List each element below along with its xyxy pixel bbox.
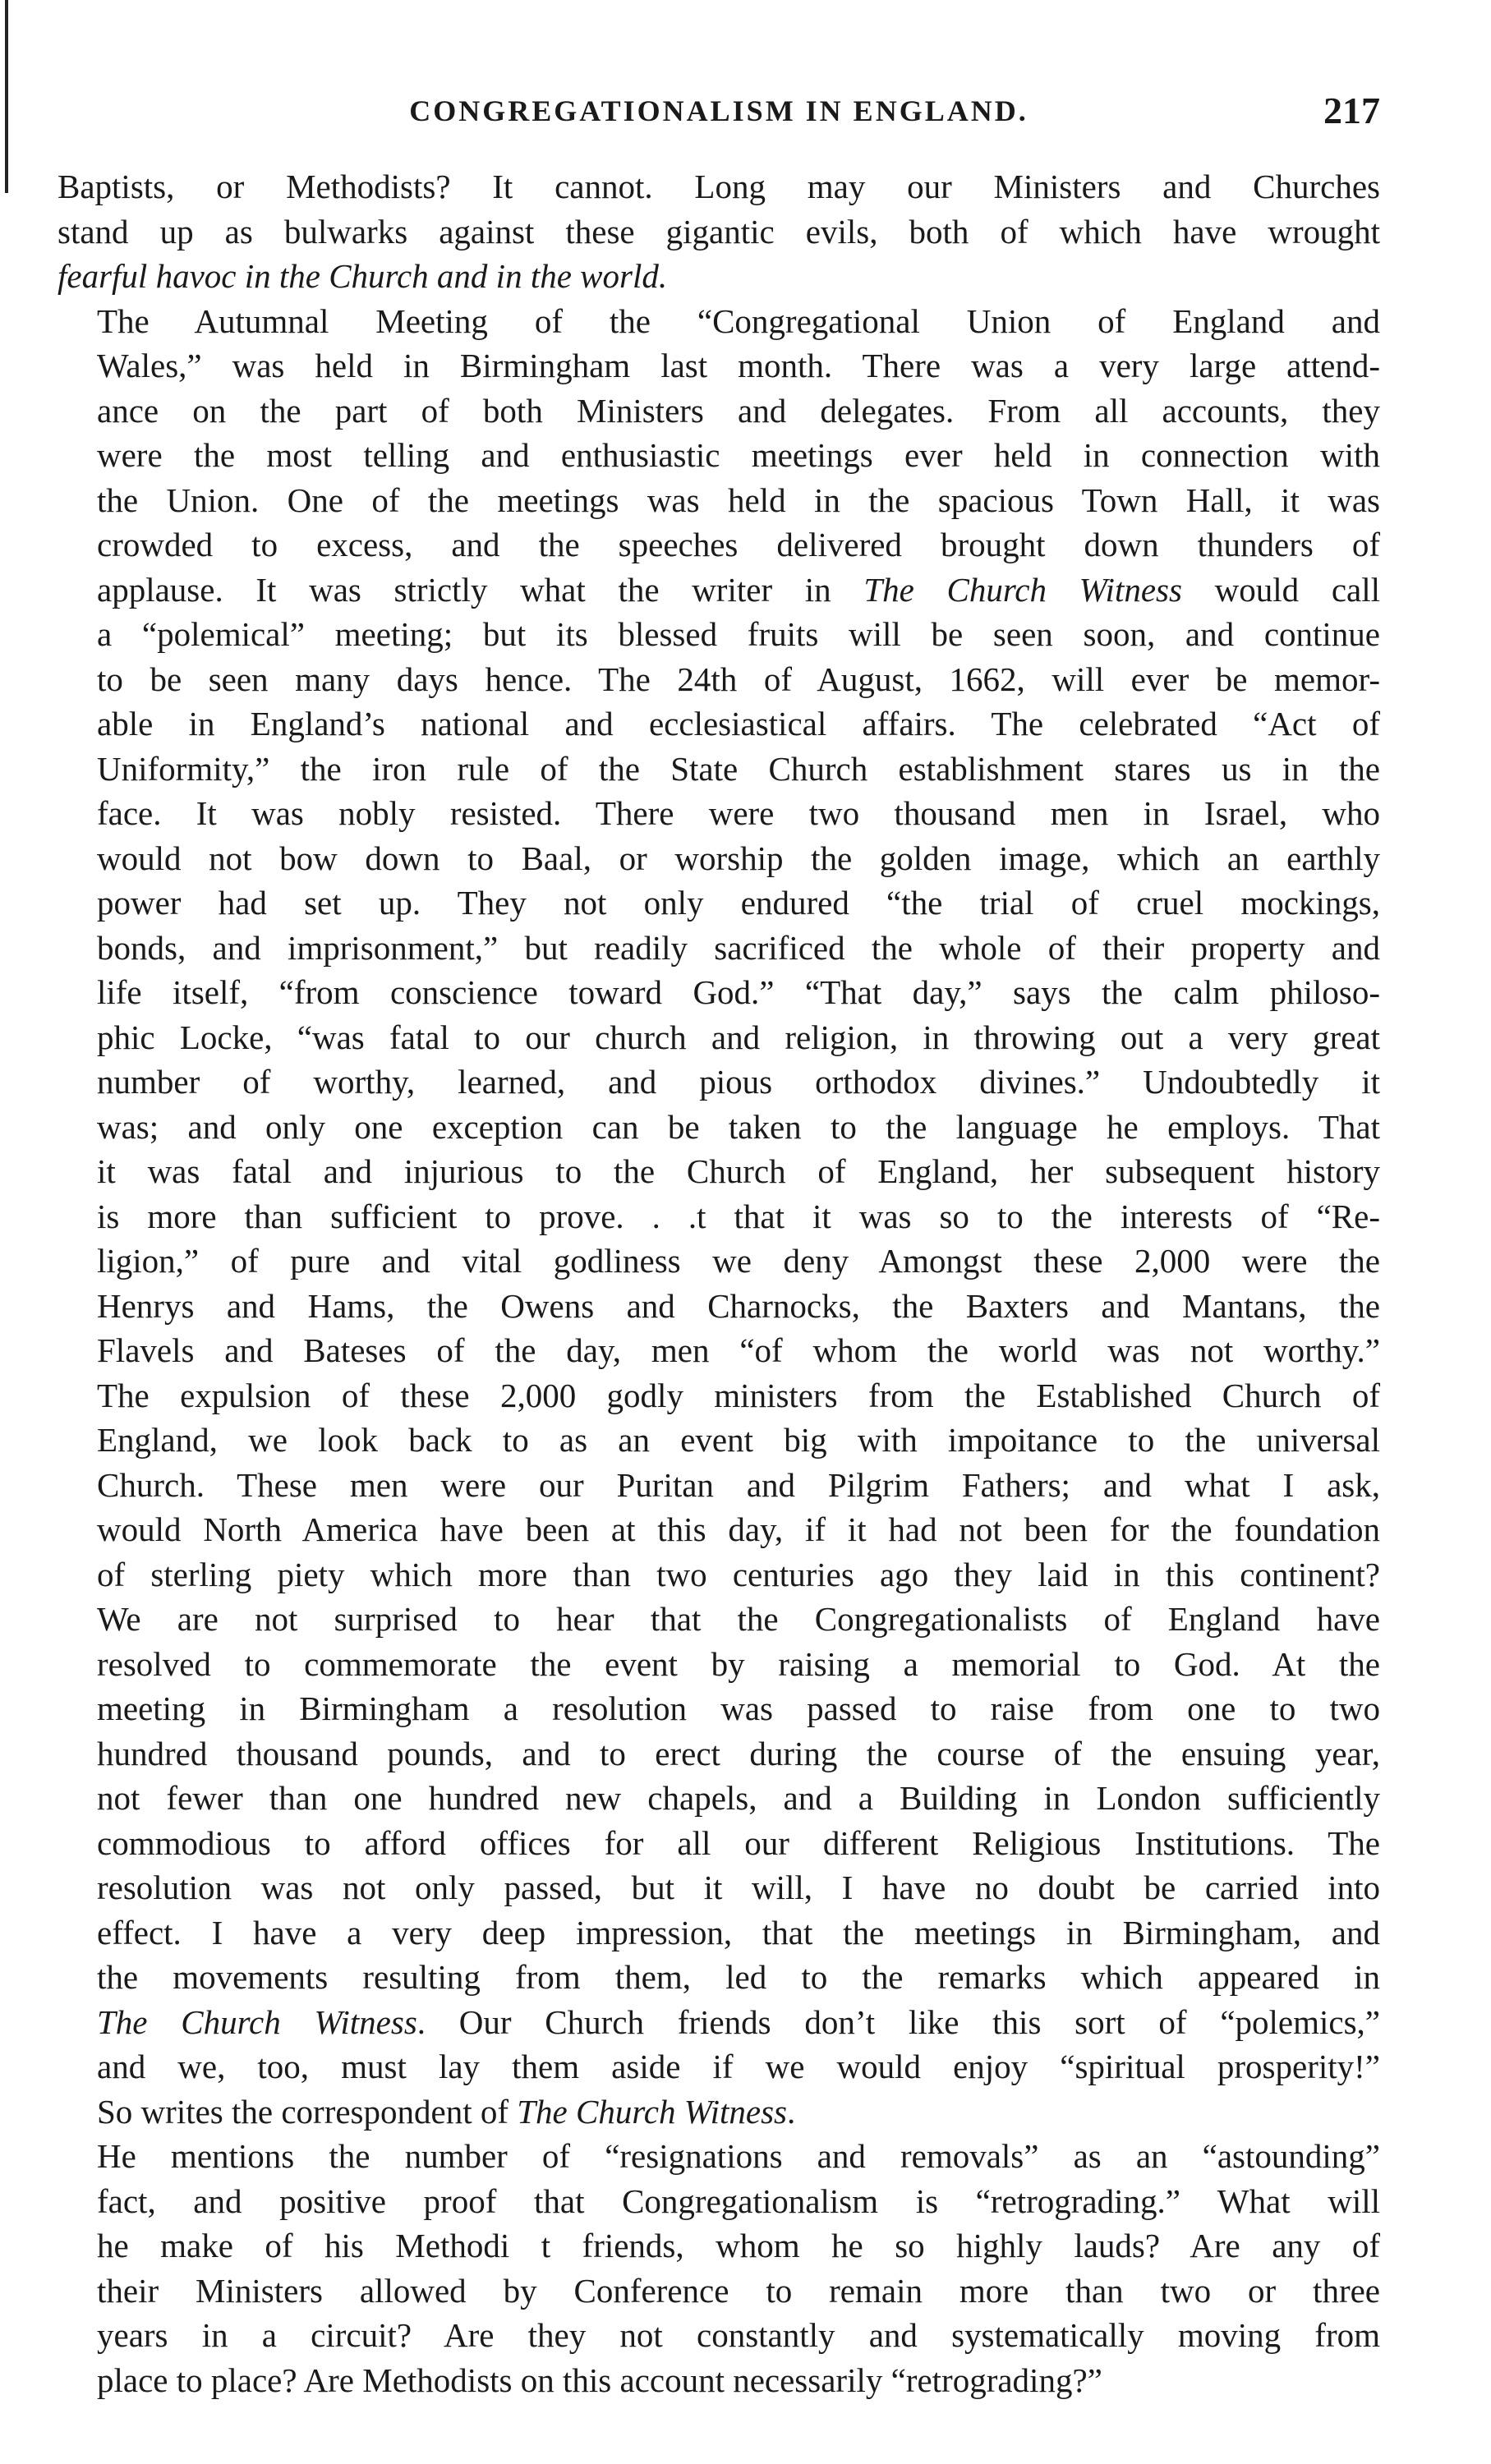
text-line: resolution was not only passed, but it will, I have no doubt be carried into: [97, 1869, 1380, 1906]
text-line: hundred thousand pounds, and to erect during the course of the ensuing year,: [97, 1734, 1380, 1772]
text-line: Flavels and Bateses of the day, men “of whom the world was not worthy.”: [97, 1331, 1380, 1369]
text-line: The expulsion of these 2,000 godly ministers from the Established Church of: [97, 1376, 1380, 1414]
running-title: CONGREGATIONALISM IN ENGLAND.: [409, 94, 1029, 127]
text-line: able in England’s national and ecclesiastical affairs. The celebrated “Act of: [97, 705, 1380, 742]
text-line: of sterling piety which more than two centuries ago they laid in this continent?: [97, 1555, 1380, 1593]
text-line: to be seen many days hence. The 24th of August, 1662, will ever be memor-: [97, 660, 1380, 698]
text-line: the movements resulting from them, led to the remarks which appeared in: [97, 1958, 1380, 1996]
text-line: were the most telling and enthusiastic meetings ever held in connection with: [97, 436, 1380, 474]
running-head: [58, 89, 1380, 138]
text-line: fact, and positive proof that Congregationalism is “retrograding.” What will: [97, 2181, 1380, 2220]
text-line: applause. It was strictly what the writer in The Church Witness would call: [97, 570, 1380, 609]
text-line: was; and only one exception can be taken to the language he employs. That: [97, 1107, 1380, 1146]
text-line: bonds, and imprisonment,” but readily sacrificed the whole of their property and: [97, 928, 1380, 967]
text-line: stand up as bulwarks against these gigantic evils, both of which have wrought: [58, 212, 1380, 251]
text-line: Wales,” was held in Birmingham last month. There was a very large attend-: [97, 347, 1380, 384]
text-line: So writes the correspondent of The Church Witness.: [97, 2092, 796, 2131]
text-line: fearful havoc in the Church and in the world.: [58, 257, 668, 295]
text-line: The Church Witness. Our Church friends don’t like this sort of “polemics,”: [97, 2002, 1381, 2041]
body-text: [58, 164, 1380, 2402]
paragraph: [58, 2134, 1380, 2402]
text-line: power had set up. They not only endured “the trial of cruel mockings,: [97, 884, 1380, 922]
text-line: ance on the part of both Ministers and delegates. From all accounts, they: [97, 391, 1380, 430]
text-line: We are not surprised to hear that the Congregationalists of England have: [97, 1600, 1380, 1638]
text-line: Henrys and Hams, the Owens and Charnocks, the Baxters and Mantans, the: [97, 1286, 1380, 1325]
text-line: He mentions the number of “resignations and removals” as an “astounding”: [97, 2137, 1380, 2175]
text-line: resolved to commemorate the event by raising a memorial to God. At the: [97, 1644, 1380, 1683]
text-line: their Ministers allowed by Conference to remain more than two or three: [97, 2271, 1380, 2310]
text-line: Baptists, or Methodists? It cannot. Long may our Ministers and Churches: [58, 168, 1380, 205]
text-line: effect. I have a very deep impression, that the meetings in Birmingham, and: [97, 1913, 1380, 1951]
text-line: Uniformity,” the iron rule of the State Church establishment stares us in the: [97, 749, 1380, 788]
text-line: face. It was nobly resisted. There were two thousand men in Israel, who: [97, 794, 1380, 832]
text-line: England, we look back to as an event big with impoitance to the universal: [97, 1421, 1380, 1459]
text-line: not fewer than one hundred new chapels, and a Building in London sufficiently: [97, 1779, 1380, 1817]
text-line: it was fatal and injurious to the Church of England, her subsequent history: [97, 1152, 1380, 1190]
page-edge-rule: [5, 0, 8, 193]
text-line: number of worthy, learned, and pious orthodox divines.” Undoubtedly it: [97, 1063, 1380, 1101]
text-line: place to place? Are Methodists on this account necessarily “retrograding?”: [97, 2361, 1102, 2399]
text-line: phic Locke, “was fatal to our church and religion, in throwing out a very great: [97, 1018, 1380, 1056]
text-line: The Autumnal Meeting of the “Congregational Union of England and: [97, 301, 1380, 340]
text-line: life itself, “from conscience toward God.” “That day,” says the calm philoso-: [97, 973, 1380, 1011]
text-line: years in a circuit? Are they not constantly and systematically moving from: [97, 2316, 1380, 2354]
text-line: crowded to excess, and the speeches delivered brought down thunders of: [97, 526, 1380, 563]
text-line: ligion,” of pure and vital godliness we deny Amongst these 2,000 were the: [97, 1242, 1380, 1280]
text-line: the Union. One of the meetings was held in the spacious Town Hall, it was: [97, 480, 1380, 519]
text-line: would North America have been at this day, if it had not been for the foundation: [97, 1510, 1380, 1548]
text-line: is more than sufficient to prove. . .t that it was so to the interests of “Re-: [97, 1197, 1380, 1235]
text-line: a “polemical” meeting; but its blessed fruits will be seen soon, and continue: [97, 615, 1380, 653]
paragraph: [58, 299, 1380, 2135]
text-line: he make of his Methodi t friends, whom he so highly lauds? Are any of: [97, 2227, 1380, 2264]
text-line: would not bow down to Baal, or worship the golden image, which an earthly: [97, 839, 1380, 877]
text-line: meeting in Birmingham a resolution was passed to raise from one to two: [97, 1689, 1380, 1727]
text-line: Church. These men were our Puritan and Pilgrim Fathers; and what I ask,: [97, 1465, 1380, 1504]
page-number: 217: [1323, 90, 1380, 131]
text-line: commodious to afford offices for all our different Religious Institutions. The: [97, 1823, 1380, 1862]
paragraph: [58, 164, 1380, 299]
text-line: and we, too, must lay them aside if we would enjoy “spiritual prosperity!”: [97, 2048, 1380, 2085]
